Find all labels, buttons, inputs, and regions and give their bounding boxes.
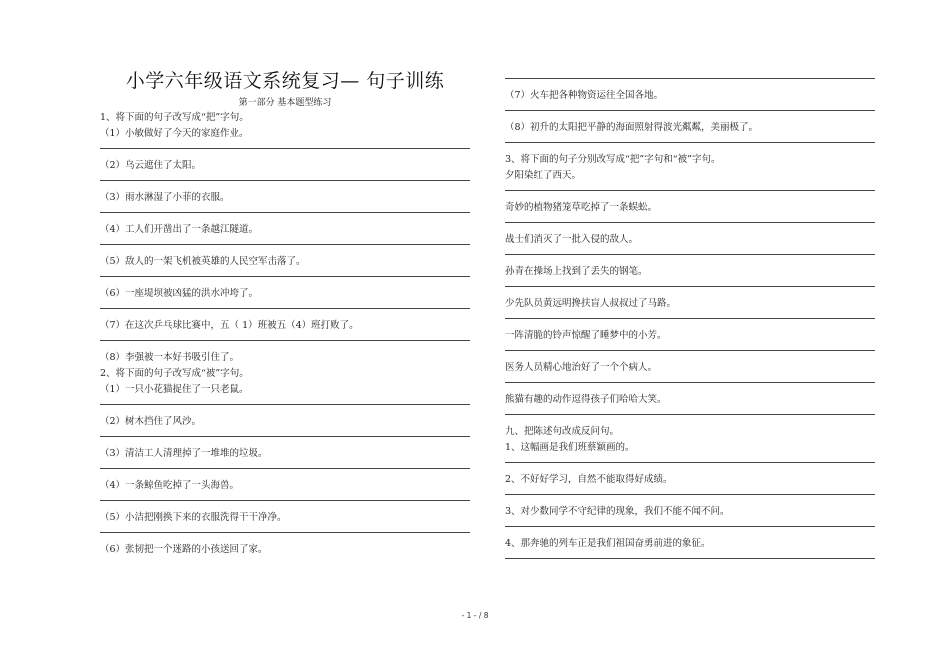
question-heading: 3、将下面的句子分别改写成“把”字句和“被”字句。	[505, 154, 721, 165]
answer-line	[505, 558, 875, 559]
exercise-sentence: （5）小洁把刚换下来的衣服洗得干干净净。	[100, 512, 287, 523]
exercise-sentence: （8）李强被一本好书吸引住了。	[100, 352, 240, 363]
right-column	[505, 70, 875, 570]
answer-line	[505, 286, 875, 287]
answer-line	[505, 110, 875, 111]
exercise-sentence: 孙青在操场上找到了丢失的钢笔。	[505, 266, 648, 277]
exercise-sentence: 1、这幅画是我们班蔡颖画的。	[505, 442, 635, 453]
answer-line	[505, 78, 875, 79]
exercise-sentence: （6）张韧把一个迷路的小孩送回了家。	[100, 544, 268, 555]
answer-line	[100, 468, 470, 469]
exercise-sentence: （1）一只小花猫捉住了一只老鼠。	[100, 384, 249, 395]
answer-line	[100, 308, 470, 309]
answer-line	[505, 222, 875, 223]
answer-line	[100, 500, 470, 501]
question-heading: 1、将下面的句子改写成“把”字句。	[100, 112, 249, 123]
exercise-sentence: 2、不好好学习，自然不能取得好成绩。	[505, 474, 673, 485]
page-number: - 1 - / 8	[461, 611, 489, 620]
exercise-sentence: （1）小敏做好了今天的家庭作业。	[100, 128, 249, 139]
exercise-sentence: （2）乌云遮住了太阳。	[100, 160, 202, 171]
exercise-sentence: （4）工人们开凿出了一条越江隧道。	[100, 224, 259, 235]
exercise-sentence: （2）树木挡住了风沙。	[100, 416, 202, 427]
answer-line	[100, 404, 470, 405]
answer-line	[505, 142, 875, 143]
exercise-sentence: 少先队员黄远明搀扶盲人叔叔过了马路。	[505, 298, 677, 309]
answer-line	[505, 350, 875, 351]
answer-line	[505, 462, 875, 463]
answer-line	[505, 254, 875, 255]
exercise-sentence: 一阵清脆的铃声惊醒了睡梦中的小芳。	[505, 330, 667, 341]
exercise-sentence: （3）雨水淋湿了小菲的衣服。	[100, 192, 230, 203]
answer-line	[100, 436, 470, 437]
question-heading: 九、把陈述句改成反问句。	[505, 426, 620, 437]
document-title: 小学六年级语文系统复习— 句子训练	[125, 70, 445, 92]
exercise-sentence: （7）在这次乒乓球比赛中，五（ 1）班被五（4）班打败了。	[100, 320, 359, 331]
section-subtitle: 第一部分 基本题型练习	[238, 98, 332, 108]
exercise-sentence: 4、那奔驰的列车正是我们祖国奋勇前进的象征。	[505, 538, 711, 549]
left-column	[100, 112, 470, 560]
answer-line	[505, 382, 875, 383]
answer-line	[100, 340, 470, 341]
question-heading: 2、将下面的句子改写成“被”字句。	[100, 368, 249, 379]
answer-line	[100, 212, 470, 213]
answer-line	[100, 180, 470, 181]
answer-line	[100, 532, 470, 533]
answer-line	[505, 190, 875, 191]
answer-line	[100, 244, 470, 245]
exercise-sentence: 奇妙的植物猪笼草吃掉了一条蜈蚣。	[505, 202, 658, 213]
answer-line	[505, 526, 875, 527]
exercise-sentence: 熊猫有趣的动作逗得孩子们哈哈大笑。	[505, 394, 667, 405]
answer-line	[505, 494, 875, 495]
exercise-sentence: 医务人员精心地治好了一个个病人。	[505, 362, 658, 373]
exercise-sentence: 3、对少数同学不守纪律的现象，我们不能不闻不问。	[505, 506, 730, 517]
exercise-sentence: 战士们消灭了一批入侵的敌人。	[505, 234, 639, 245]
exercise-sentence: （4）一条鲸鱼吃掉了一头海兽。	[100, 480, 240, 491]
answer-line	[505, 318, 875, 319]
exercise-sentence: （6）一座堤坝被凶猛的洪水冲垮了。	[100, 288, 259, 299]
exercise-sentence: （3）清洁工人清理掉了一堆堆的垃圾。	[100, 448, 268, 459]
exercise-sentence: （7）火车把各种物资运往全国各地。	[505, 90, 664, 101]
answer-line	[505, 414, 875, 415]
answer-line	[100, 276, 470, 277]
answer-line	[100, 148, 470, 149]
exercise-sentence: （8）初升的太阳把平静的海面照射得波光粼粼，美丽极了。	[505, 122, 759, 133]
exercise-sentence: 夕阳染红了西天。	[505, 170, 582, 181]
exercise-sentence: （5）敌人的一架飞机被英雄的人民空军击落了。	[100, 256, 306, 267]
